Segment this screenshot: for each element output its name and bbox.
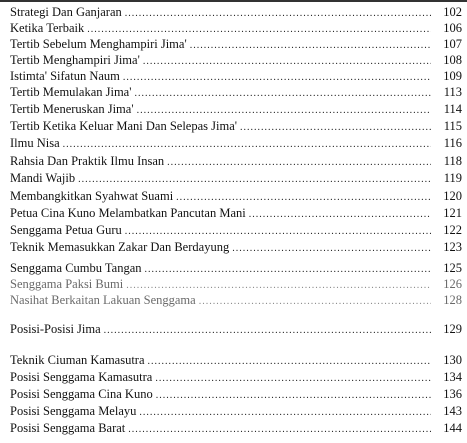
toc-entry — [10, 119, 462, 134]
toc-entry — [10, 136, 462, 151]
toc-entry-page: 128 — [443, 293, 462, 307]
toc-entry — [10, 370, 462, 385]
toc-entry-page: 122 — [443, 223, 462, 237]
toc-entry — [10, 223, 462, 238]
toc-entry-title: Senggama Cumbu Tangan — [10, 261, 142, 275]
toc-entry-page: 119 — [443, 171, 462, 185]
toc-leader-dots — [125, 224, 431, 239]
toc-entry — [10, 277, 462, 292]
toc-leader-dots — [137, 103, 431, 118]
toc-leader-dots — [134, 86, 431, 101]
toc-entry — [10, 85, 462, 100]
toc-entry-title: Tertib Ketika Keluar Mani Dan Selepas Jima' — [10, 119, 238, 133]
toc-entry-page: 120 — [443, 189, 462, 203]
toc-entry-page: 125 — [443, 261, 462, 275]
toc-entry — [10, 421, 462, 436]
toc-leader-dots — [143, 54, 431, 69]
toc-entry — [10, 5, 462, 20]
toc-entry — [10, 261, 462, 276]
toc-entry-page: 102 — [443, 5, 462, 19]
toc-entry-page: 126 — [443, 277, 462, 291]
toc-entry-title: Membangkitkan Syahwat Suami — [10, 189, 174, 203]
toc-entry — [10, 37, 462, 52]
toc-entry-title: Mandi Wajib — [10, 171, 76, 185]
toc-entry — [10, 102, 462, 117]
toc-entry — [10, 154, 462, 169]
toc-entry-title: Posisi-Posisi Jima — [10, 322, 101, 336]
toc-entry-title: Teknik Ciuman Kamasutra — [10, 353, 145, 367]
toc-entry-title: Posisi Senggama Melayu — [10, 404, 137, 418]
toc-leader-dots — [190, 38, 431, 53]
toc-leader-dots — [123, 70, 431, 85]
toc-entry-page: 115 — [443, 119, 462, 133]
toc-leader-dots — [249, 207, 431, 222]
toc-entry-page: 130 — [443, 353, 462, 367]
toc-entry-title: Posisi Senggama Kamasutra — [10, 370, 153, 384]
toc-entry — [10, 53, 462, 68]
toc-leader-dots — [139, 405, 431, 420]
toc-entry-page: 144 — [443, 421, 462, 435]
toc-entry-title: Senggama Petua Guru — [10, 223, 122, 237]
toc-entry-page: 116 — [443, 136, 462, 150]
toc-leader-dots — [63, 137, 431, 152]
toc-entry-title: Tertib Memulakan Jima' — [10, 85, 132, 99]
toc-entry-title: Posisi Senggama Cina Kuno — [10, 387, 153, 401]
toc-entry-title: Petua Cina Kuno Melambatkan Pancutan Mani — [10, 206, 246, 220]
toc-entry-page: 106 — [443, 21, 462, 35]
toc-entry-title: Tertib Sebelum Menghampiri Jima' — [10, 37, 187, 51]
toc-leader-dots — [126, 278, 431, 293]
toc-entry-page: 109 — [443, 69, 462, 83]
toc-leader-dots — [199, 294, 431, 309]
toc-leader-dots — [176, 190, 431, 205]
toc-entry-page: 118 — [443, 154, 462, 168]
page-top-edge — [0, 0, 467, 2]
toc-entry — [10, 69, 462, 84]
toc-entry-title: Istimta' Sifatun Naum — [10, 69, 120, 83]
toc-entry — [10, 387, 462, 402]
toc-leader-dots — [167, 155, 431, 170]
toc-entry — [10, 21, 462, 36]
toc-leader-dots — [145, 262, 431, 277]
toc-leader-dots — [156, 388, 431, 403]
toc-entry-title: Teknik Memasukkan Zakar Dan Berdayung — [10, 240, 230, 254]
toc-entry — [10, 322, 462, 337]
toc-entry-title: Ketika Terbaik — [10, 21, 85, 35]
toc-leader-dots — [240, 120, 431, 135]
toc-entry — [10, 189, 462, 204]
toc-leader-dots — [232, 241, 431, 256]
toc-entry-page: 108 — [443, 53, 462, 67]
toc-entry-page: 143 — [443, 404, 462, 418]
toc-entry-title: Posisi Senggama Barat — [10, 421, 126, 435]
toc-leader-dots — [128, 422, 431, 437]
toc-entry-title: Nasihat Berkaitan Lakuan Senggama — [10, 293, 196, 307]
toc-entry-page: 121 — [443, 206, 462, 220]
toc-entry — [10, 353, 462, 368]
toc-entry-page: 129 — [443, 322, 462, 336]
toc-entry — [10, 206, 462, 221]
toc-entry — [10, 293, 462, 308]
toc-entry-page: 134 — [443, 370, 462, 384]
toc-entry-page: 113 — [443, 85, 462, 99]
toc-entry-title: Tertib Menghampiri Jima' — [10, 53, 140, 67]
toc-entry-title: Ilmu Nisa — [10, 136, 60, 150]
toc-entry-page: 123 — [443, 240, 462, 254]
toc-entry-page: 107 — [443, 37, 462, 51]
toc-entry-title: Strategi Dan Ganjaran — [10, 5, 122, 19]
toc-entry — [10, 404, 462, 419]
toc-entry — [10, 171, 462, 186]
toc-entry-title: Rahsia Dan Praktik Ilmu Insan — [10, 154, 165, 168]
toc-entry — [10, 240, 462, 255]
toc-entry-page: 114 — [443, 102, 462, 116]
toc-leader-dots — [125, 6, 431, 21]
toc-leader-dots — [78, 172, 431, 187]
toc-leader-dots — [87, 22, 431, 37]
toc-entry-title: Tertib Meneruskan Jima' — [10, 102, 134, 116]
toc-entry-page: 136 — [443, 387, 462, 401]
toc-entry-title: Senggama Paksi Bumi — [10, 277, 124, 291]
toc-leader-dots — [155, 371, 431, 386]
toc-leader-dots — [104, 323, 431, 338]
toc-leader-dots — [148, 354, 431, 369]
